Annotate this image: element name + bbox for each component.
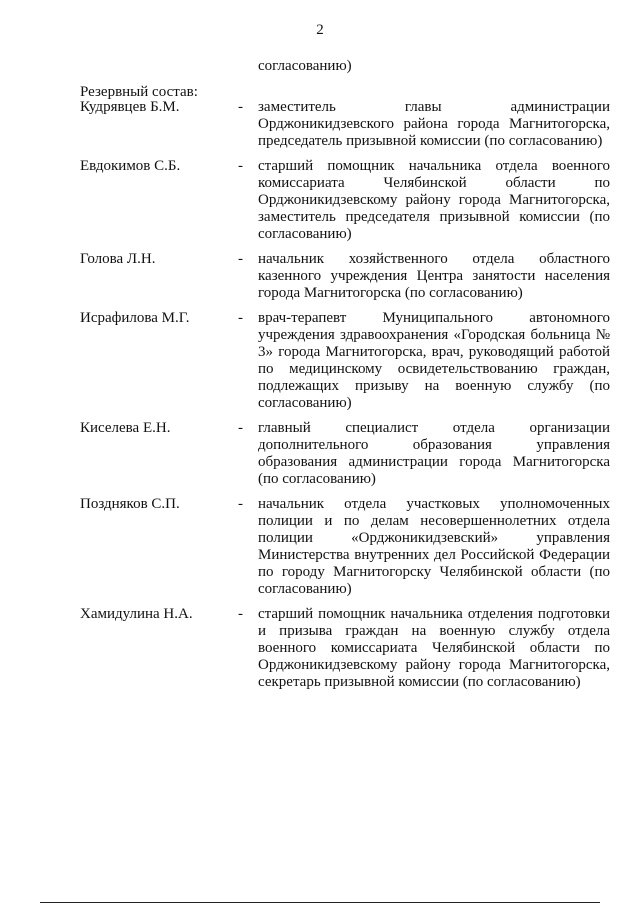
member-name: Исрафилова М.Г. <box>80 310 190 326</box>
member-description: начальник отдела участковых уполномоченных полиции и по делам несовершеннолетних отдела полиции «Орджоникидзевский» управления Министерства внутренних дел Российской Федерации по городу Магнитогорску Челябинской области (по согласованию) <box>258 496 610 597</box>
member-description: врач-терапевт Муниципального автономного учреждения здравоохранения «Городская больница № 3» города Магнитогорска, врач, руководящий работой по медицинскому освидетельствованию граждан, подлежащих призыву на военную службу (по согласованию) <box>258 310 610 411</box>
member-name: Киселева Е.Н. <box>80 420 171 436</box>
member-description: начальник хозяйственного отдела областного казенного учреждения Центра занятости населения города Магнитогорска (по согласованию) <box>258 251 610 301</box>
member-name: Хамидулина Н.А. <box>80 606 193 622</box>
member-entry <box>80 99 610 150</box>
dash: - <box>238 606 243 622</box>
member-description: главный специалист отдела организации дополнительного образования управления образования администрации города Магнитогорска (по согласованию) <box>258 420 610 487</box>
reserve-heading: Резервный состав: <box>80 84 198 100</box>
member-entry <box>80 158 610 243</box>
dash: - <box>238 496 243 512</box>
member-list <box>80 99 610 699</box>
dash: - <box>238 99 243 115</box>
member-name: Поздняков С.П. <box>80 496 180 512</box>
dash: - <box>238 158 243 174</box>
page-number: 2 <box>316 22 324 38</box>
member-entry <box>80 251 610 302</box>
member-entry <box>80 606 610 691</box>
member-entry <box>80 310 610 412</box>
member-entry <box>80 496 610 598</box>
dash: - <box>238 251 243 267</box>
member-description: заместитель главы администрации Орджоникидзевского района города Магнитогорска, председатель призывной комиссии (по согласованию) <box>258 99 610 149</box>
member-name: Голова Л.Н. <box>80 251 156 267</box>
member-name: Кудрявцев Б.М. <box>80 99 180 115</box>
member-description: старший помощник начальника отделения подготовки и призыва граждан на военную службу отдела военного комиссариата Челябинской области по Орджоникидзевскому району города Магнитогорска, секретарь призывной комиссии (по согласованию) <box>258 606 610 690</box>
member-entry <box>80 420 610 488</box>
page-bottom-rule <box>40 902 600 903</box>
dash: - <box>238 420 243 436</box>
member-description: старший помощник начальника отдела военного комиссариата Челябинской области по Орджоникидзевскому району города Магнитогорска, заместитель председателя призывной комиссии (по согласованию) <box>258 158 610 242</box>
continuation-text: согласованию) <box>258 58 352 74</box>
member-name: Евдокимов С.Б. <box>80 158 181 174</box>
dash: - <box>238 310 243 326</box>
